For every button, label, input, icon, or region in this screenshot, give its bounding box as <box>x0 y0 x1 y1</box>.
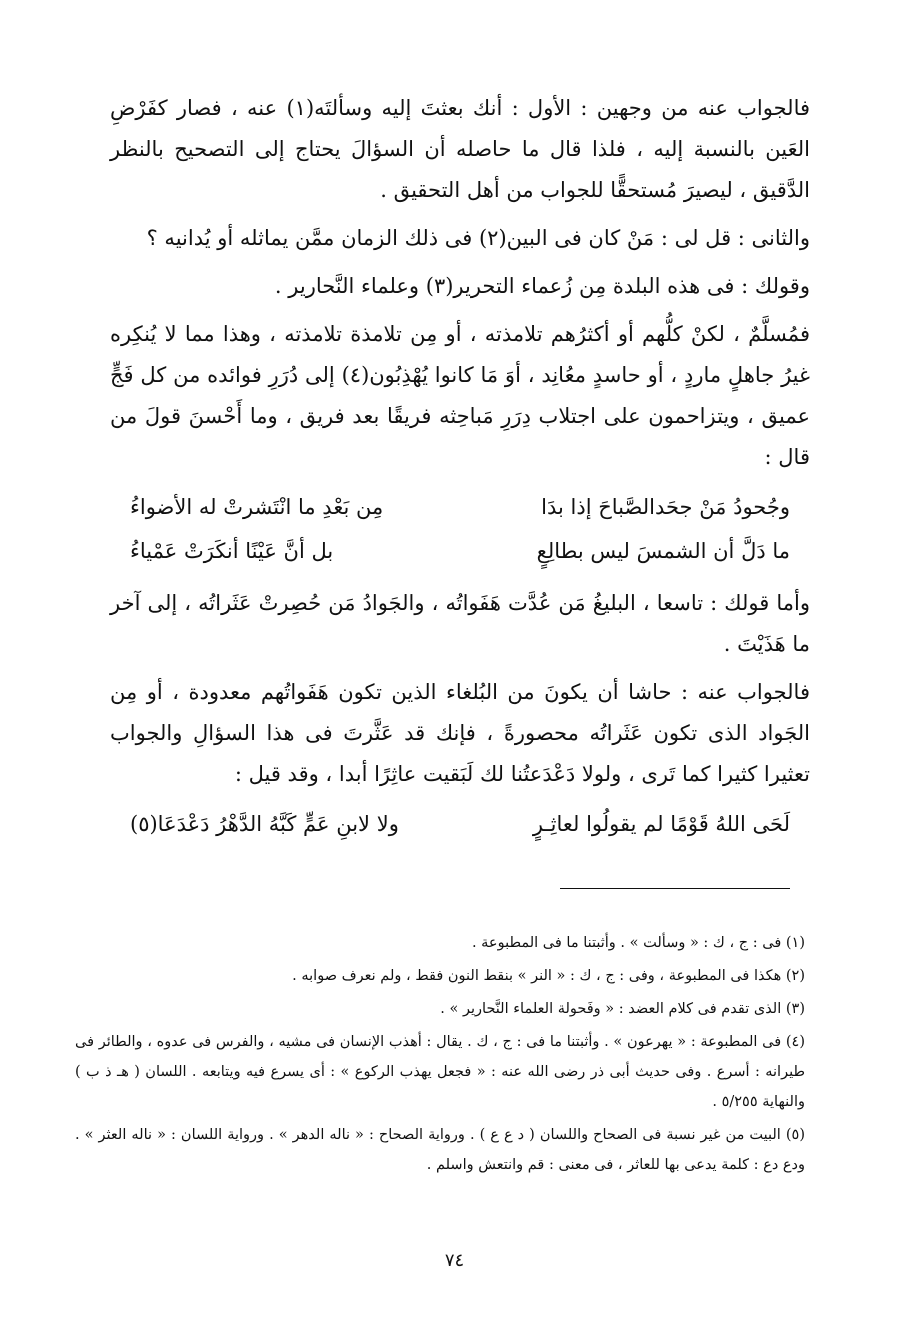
paragraph-6: فالجواب عنه : حاشا أن يكونَ من البُلغاء الذين تكون هَفَواتُهم معدودة ، أو مِن الجَواد الذى تكون عَثَراتُه محصورةً ، فإنك قد عَثَّرتَ فى هذا السؤالِ والجواب تعثيرا كثيرا كما تَرى ، ولولا دَعْدَعتُنا لك لَبَقيت عاثِرًا أبدا ، وقد قيل : <box>110 680 810 786</box>
poem-1-verse-2 <box>110 529 810 573</box>
hemistich-second: مِن بَعْدِ ما انْتَشرتْ له الأضواءُ <box>130 495 384 519</box>
hemistich-first: وجُحودُ مَنْ جحَدالصَّباحَ إذا بدَا <box>541 495 790 519</box>
hemistich-second: بل أنَّ عَيْنًا أنكَرَتْ عَمْياءُ <box>130 539 334 563</box>
poem-1-verse-1 <box>110 485 810 529</box>
poem-1 <box>110 485 810 573</box>
footnote-1: (١) فى : ج ، ك : « وسألت » . وأثبتنا ما فى المطبوعة . <box>471 935 805 951</box>
main-text <box>110 88 810 856</box>
footnote-2: (٢) هكذا فى المطبوعة ، وفى : ج ، ك : « النر » بنقط النون فقط ، ولم نعرف صوابه . <box>292 968 805 984</box>
hemistich-first: لَحَى اللهُ قَوْمًا لم يقولُوا لعاثِـرٍ <box>532 812 790 836</box>
page-number: ٧٤ <box>444 1250 465 1271</box>
footnotes <box>75 928 805 1183</box>
hemistich-second: ولا لابنِ عَمٍّ كَبَّهُ الدَّهْرُ دَعْدَعَا(٥) <box>130 812 399 836</box>
paragraph-1: فالجواب عنه من وجهين : الأول : أنك بعثتَ إليه وسألتَه(١) عنه ، فصار كفَرْضِ العَين بالنسبة إليه ، فلذا قال ما حاصله أن السؤالَ يحتاج إلى التصحيح بالنظر الدَّقيق ، ليصيرَ مُستحقًّا للجواب من أهل التحقيق . <box>110 96 811 202</box>
footnote-5: (٥) البيت من غير نسبة فى الصحاح واللسان ( د ع ع ) . ورواية الصحاح : « ناله الدهر » . ورواية اللسان : « ناله العثر » . ودع دع : كلمة يدعى بها للعاثر ، فى معنى : قم وانتعش واسلم . <box>75 1127 805 1173</box>
paragraph-2: والثانى : قل لى : مَنْ كان فى البين(٢) فى ذلك الزمان ممَّن يماثله أو يُدانيه ؟ <box>146 226 810 250</box>
footnote-4: (٤) فى المطبوعة : « يهرعون » . وأثبتنا ما فى : ج ، ك . يقال : أهذب الإنسان فى مشيه ، والفرس فى عدوه ، والطائر فى طيرانه : أسرع . وفى حديث أبى ذر رضى الله عنه : « فجعل يهذب الركوع » : أى يسرع فيه ويتابعه . اللسان ( هـ ذ ب ) والنهاية ٥/٢٥٥ . <box>75 1034 805 1110</box>
poem-2 <box>110 802 810 846</box>
paragraph-3: وقولك : فى هذه البلدة مِن زُعماء التحرير(٣) وعلماء النَّحارير . <box>274 274 810 298</box>
footnote-3: (٣) الذى تقدم فى كلام العضد : « وفَحولة العلماء النَّحارير » . <box>440 1001 805 1017</box>
footnote-separator <box>560 888 790 889</box>
poem-2-verse-1 <box>110 802 810 846</box>
paragraph-4: فمُسلَّمٌ ، لكنْ كلُّهم أو أكثرُهم تلامذته ، أو مِن تلامذة تلامذته ، وهذا مما لا يُنكِره غيرُ جاهلٍ ماردٍ ، أو حاسدٍ معُانِد ، أوَ مَا كانوا يُهْذِبُون(٤) إلى دُرَرِ فوائده من كل فَجٍّ عميق ، ويتزاحمون على اجتلاب دِرَرِ مَباحِثه فريقًا بعد فريق ، وما أَحْسنَ قولَ من قال : <box>110 322 810 469</box>
paragraph-5: وأما قولك : تاسعا ، البليغُ مَن عُدَّت هَفَواتُه ، والجَوادُ مَن حُصِرتْ عَثَراتُه ، إلى آخر ما هَذَيْتَ . <box>110 591 810 656</box>
hemistich-first: ما دَلَّ أن الشمسَ ليس بطالِعٍ <box>536 539 790 563</box>
